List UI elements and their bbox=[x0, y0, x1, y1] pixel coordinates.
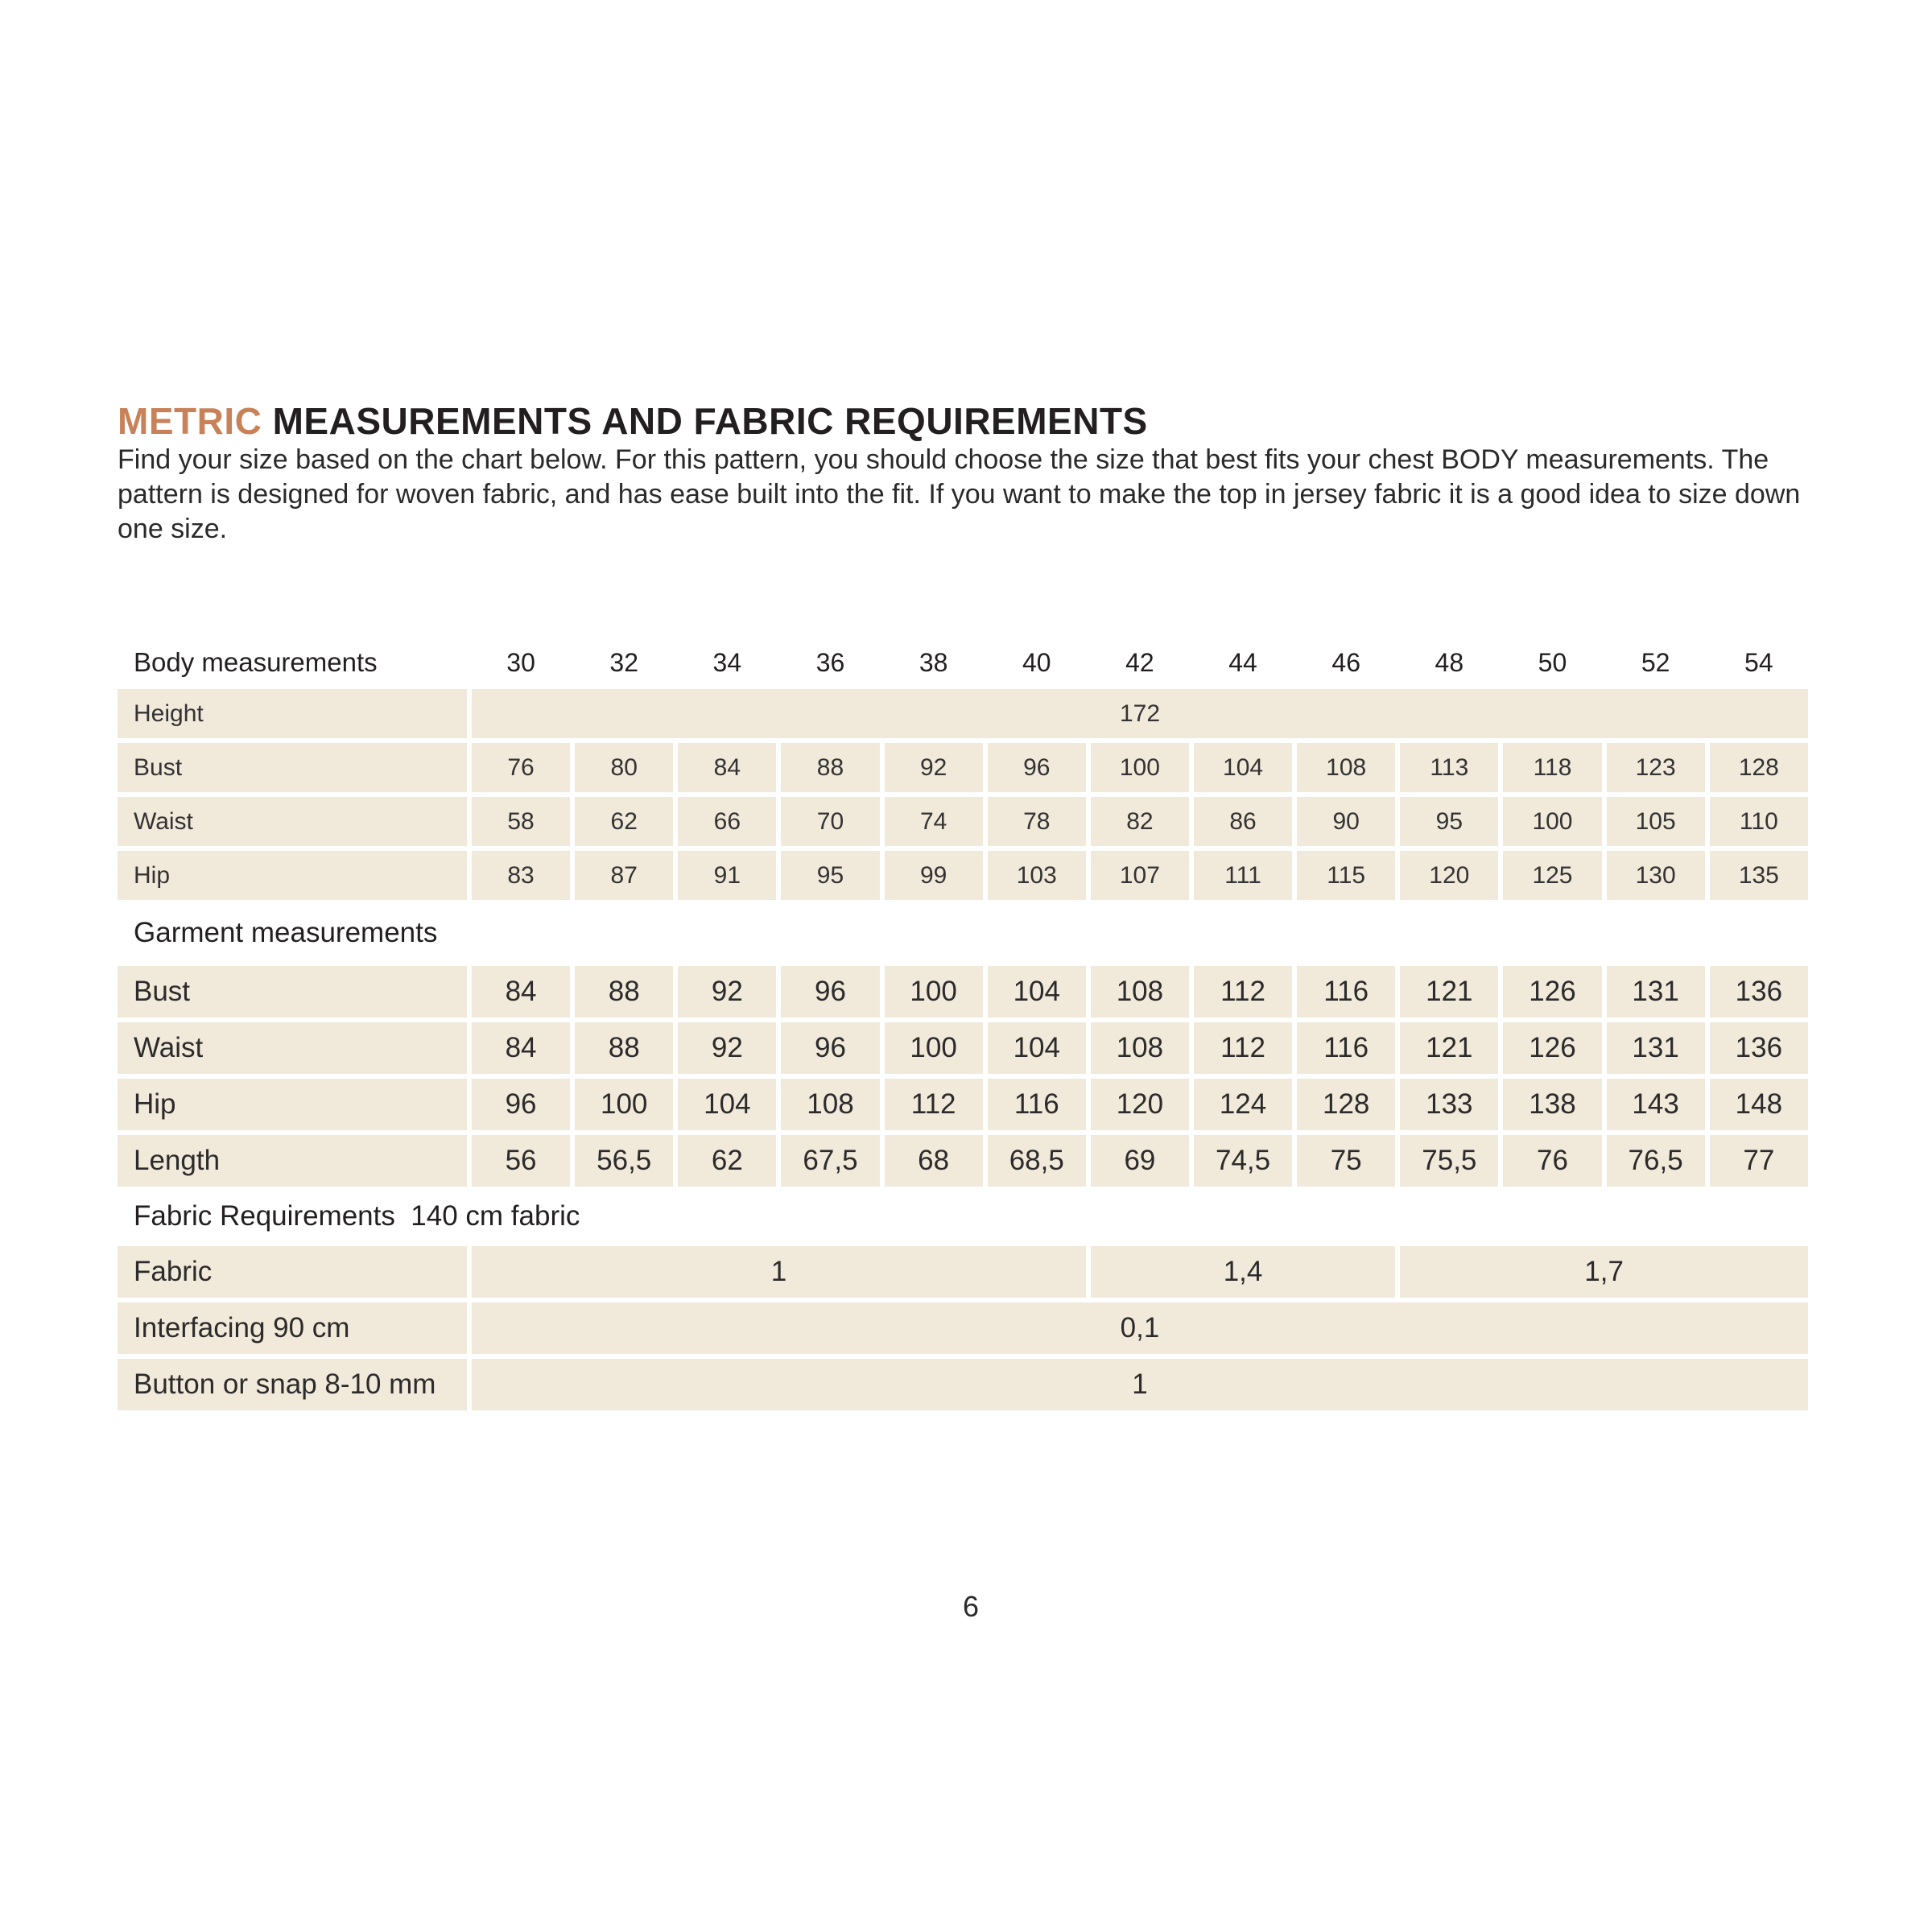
body-measurements-label: Body measurements bbox=[134, 647, 378, 677]
table-cell: 126 bbox=[1503, 966, 1601, 1018]
row-label: Height bbox=[118, 689, 467, 738]
table-cell: 84 bbox=[472, 1022, 570, 1074]
table-cell: 104 bbox=[988, 966, 1086, 1018]
table-cell: 100 bbox=[1091, 743, 1189, 792]
garment-section-row bbox=[118, 905, 1808, 961]
table-cell: 92 bbox=[885, 743, 983, 792]
table-cell: 136 bbox=[1710, 966, 1808, 1018]
table-cell: 88 bbox=[781, 743, 879, 792]
row-label: Interfacing 90 cm bbox=[118, 1302, 467, 1354]
table-cell: 108 bbox=[1091, 966, 1189, 1018]
table-cell: 75 bbox=[1297, 1135, 1395, 1187]
table-cell: 110 bbox=[1710, 797, 1808, 846]
table-cell: 108 bbox=[1297, 743, 1395, 792]
table-cell: 135 bbox=[1710, 851, 1808, 900]
height-value: 172 bbox=[472, 689, 1808, 738]
table-cell: 74,5 bbox=[1194, 1135, 1292, 1187]
table-cell: 104 bbox=[678, 1079, 776, 1130]
table-cell: 104 bbox=[988, 1022, 1086, 1074]
table-cell: 124 bbox=[1194, 1079, 1292, 1130]
table-cell: 62 bbox=[575, 797, 673, 846]
table-cell: 130 bbox=[1607, 851, 1705, 900]
table-cell: 56,5 bbox=[575, 1135, 673, 1187]
table-cell: 112 bbox=[1194, 1022, 1292, 1074]
size-header: 46 bbox=[1331, 647, 1360, 677]
table-cell: 105 bbox=[1607, 797, 1705, 846]
table-cell: 148 bbox=[1710, 1079, 1808, 1130]
table-cell: 96 bbox=[781, 1022, 879, 1074]
title-accent: METRIC bbox=[118, 400, 262, 442]
table-cell: 103 bbox=[988, 851, 1086, 900]
size-header: 36 bbox=[815, 647, 845, 677]
table-cell: 95 bbox=[1400, 797, 1498, 846]
table-cell: 115 bbox=[1297, 851, 1395, 900]
button-row bbox=[118, 1359, 1808, 1410]
size-header: 42 bbox=[1125, 647, 1154, 677]
table-cell: 120 bbox=[1400, 851, 1498, 900]
table-cell: 95 bbox=[781, 851, 879, 900]
table-cell: 62 bbox=[678, 1135, 776, 1187]
table-cell: 66 bbox=[678, 797, 776, 846]
page-title bbox=[118, 399, 1148, 443]
size-header: 48 bbox=[1435, 647, 1464, 677]
height-row bbox=[118, 689, 1808, 738]
garment-waist-row bbox=[118, 1022, 1808, 1074]
fabric-value-large: 1,7 bbox=[1400, 1246, 1808, 1298]
table-cell: 87 bbox=[575, 851, 673, 900]
size-header: 30 bbox=[506, 647, 535, 677]
page-number: 6 bbox=[962, 1590, 980, 1623]
table-cell: 76 bbox=[472, 743, 570, 792]
table-cell: 108 bbox=[1091, 1022, 1189, 1074]
table-cell: 125 bbox=[1503, 851, 1601, 900]
size-header-row bbox=[118, 641, 1808, 684]
table-cell: 138 bbox=[1503, 1079, 1601, 1130]
table-cell: 131 bbox=[1607, 1022, 1705, 1074]
size-header: 34 bbox=[712, 647, 742, 677]
garment-measurements-label: Garment measurements bbox=[134, 917, 438, 948]
table-cell: 112 bbox=[885, 1079, 983, 1130]
row-label: Length bbox=[118, 1135, 467, 1187]
table-cell: 116 bbox=[1297, 1022, 1395, 1074]
table-cell: 78 bbox=[988, 797, 1086, 846]
fabric-requirements-label: Fabric Requirements 140 cm fabric bbox=[134, 1200, 580, 1232]
table-cell: 76,5 bbox=[1607, 1135, 1705, 1187]
row-label: Hip bbox=[118, 1079, 467, 1130]
table-cell: 58 bbox=[472, 797, 570, 846]
table-cell: 100 bbox=[885, 966, 983, 1018]
intro-paragraph: Find your size based on the chart below. For this pattern, you should choose the size that best fits your chest BODY measurements. The pattern is designed for woven fabric, and has ease built into the fit. If you want to make the top in jersey fabric it is a good idea to size down one size. bbox=[118, 444, 1801, 544]
table-cell: 126 bbox=[1503, 1022, 1601, 1074]
table-cell: 120 bbox=[1091, 1079, 1189, 1130]
fabric-value-small: 1 bbox=[472, 1246, 1086, 1298]
table-cell: 86 bbox=[1194, 797, 1292, 846]
table-cell: 100 bbox=[575, 1079, 673, 1130]
row-label: Hip bbox=[118, 851, 467, 900]
table-cell: 99 bbox=[885, 851, 983, 900]
table-cell: 68 bbox=[885, 1135, 983, 1187]
interfacing-row bbox=[118, 1302, 1808, 1354]
table-cell: 83 bbox=[472, 851, 570, 900]
row-label: Fabric bbox=[118, 1246, 467, 1298]
table-cell: 84 bbox=[678, 743, 776, 792]
table-cell: 92 bbox=[678, 1022, 776, 1074]
garment-hip-row bbox=[118, 1079, 1808, 1130]
table-cell: 128 bbox=[1297, 1079, 1395, 1130]
table-cell: 121 bbox=[1400, 966, 1498, 1018]
table-cell: 70 bbox=[781, 797, 879, 846]
size-header: 54 bbox=[1744, 647, 1773, 677]
row-label: Waist bbox=[118, 797, 467, 846]
size-header: 52 bbox=[1641, 647, 1670, 677]
row-label: Waist bbox=[118, 1022, 467, 1074]
table-cell: 90 bbox=[1297, 797, 1395, 846]
row-label: Bust bbox=[118, 743, 467, 792]
table-cell: 77 bbox=[1710, 1135, 1808, 1187]
table-cell: 112 bbox=[1194, 966, 1292, 1018]
table-cell: 131 bbox=[1607, 966, 1705, 1018]
table-cell: 96 bbox=[781, 966, 879, 1018]
table-cell: 111 bbox=[1194, 851, 1292, 900]
row-label: Button or snap 8-10 mm bbox=[118, 1359, 467, 1410]
garment-bust-row bbox=[118, 966, 1808, 1018]
table-cell: 133 bbox=[1400, 1079, 1498, 1130]
table-cell: 74 bbox=[885, 797, 983, 846]
fabric-row bbox=[118, 1246, 1808, 1298]
table-cell: 104 bbox=[1194, 743, 1292, 792]
table-cell: 113 bbox=[1400, 743, 1498, 792]
body-bust-row bbox=[118, 743, 1808, 792]
size-chart-table bbox=[113, 636, 1813, 1415]
button-value: 1 bbox=[472, 1359, 1808, 1410]
table-cell: 100 bbox=[885, 1022, 983, 1074]
row-label: Bust bbox=[118, 966, 467, 1018]
table-cell: 76 bbox=[1503, 1135, 1601, 1187]
garment-length-row bbox=[118, 1135, 1808, 1187]
table-cell: 116 bbox=[988, 1079, 1086, 1130]
size-header: 32 bbox=[609, 647, 638, 677]
table-cell: 96 bbox=[472, 1079, 570, 1130]
fabric-section-row bbox=[118, 1191, 1808, 1241]
table-cell: 82 bbox=[1091, 797, 1189, 846]
table-cell: 75,5 bbox=[1400, 1135, 1498, 1187]
table-cell: 56 bbox=[472, 1135, 570, 1187]
table-cell: 107 bbox=[1091, 851, 1189, 900]
table-cell: 108 bbox=[781, 1079, 879, 1130]
table-cell: 67,5 bbox=[781, 1135, 879, 1187]
table-cell: 84 bbox=[472, 966, 570, 1018]
table-cell: 88 bbox=[575, 966, 673, 1018]
table-cell: 143 bbox=[1607, 1079, 1705, 1130]
table-cell: 100 bbox=[1503, 797, 1601, 846]
table-cell: 118 bbox=[1503, 743, 1601, 792]
table-cell: 121 bbox=[1400, 1022, 1498, 1074]
title-rest: MEASUREMENTS AND FABRIC REQUIREMENTS bbox=[262, 400, 1148, 442]
table-cell: 123 bbox=[1607, 743, 1705, 792]
table-cell: 80 bbox=[575, 743, 673, 792]
table-cell: 92 bbox=[678, 966, 776, 1018]
body-hip-row bbox=[118, 851, 1808, 900]
table-cell: 91 bbox=[678, 851, 776, 900]
table-cell: 69 bbox=[1091, 1135, 1189, 1187]
table-cell: 136 bbox=[1710, 1022, 1808, 1074]
size-header: 44 bbox=[1228, 647, 1257, 677]
table-cell: 88 bbox=[575, 1022, 673, 1074]
table-cell: 68,5 bbox=[988, 1135, 1086, 1187]
table-cell: 116 bbox=[1297, 966, 1395, 1018]
size-header: 38 bbox=[919, 647, 948, 677]
size-header: 50 bbox=[1538, 647, 1567, 677]
body-waist-row bbox=[118, 797, 1808, 846]
interfacing-value: 0,1 bbox=[472, 1302, 1808, 1354]
size-header: 40 bbox=[1022, 647, 1051, 677]
table-cell: 96 bbox=[988, 743, 1086, 792]
fabric-value-medium: 1,4 bbox=[1091, 1246, 1395, 1298]
table-cell: 128 bbox=[1710, 743, 1808, 792]
